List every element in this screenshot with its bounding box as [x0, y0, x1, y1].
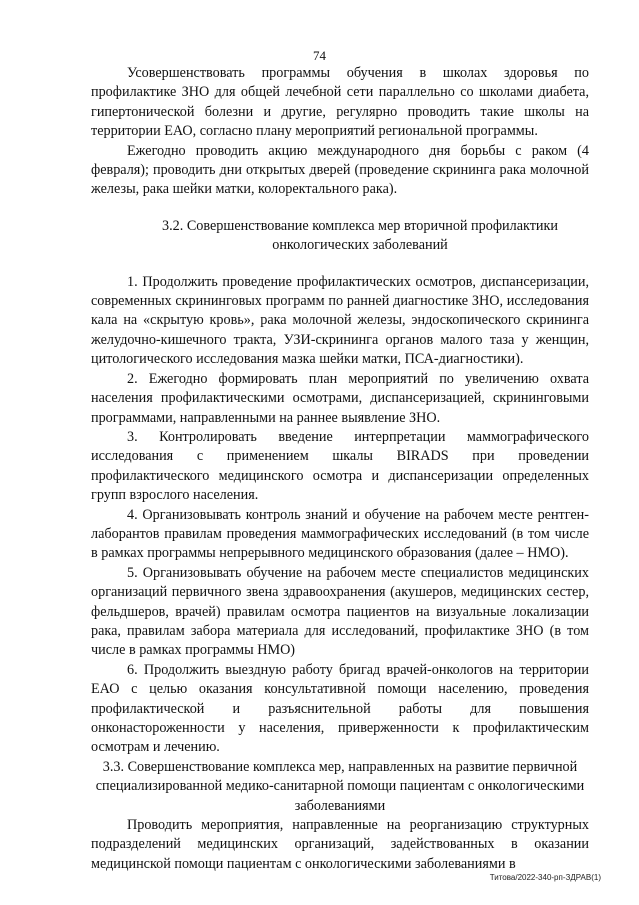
page-number: 74	[313, 48, 326, 63]
paragraph-cancer-day: Ежегодно проводить акцию международного дня борьбы с раком (4 февраля); проводить дни открытых дверей (проведение скрининга рака молочной железы, рака шейки матки, колоректального рака).	[91, 142, 589, 198]
section-3-2-item-2: 2. Ежегодно формировать план мероприятий по увеличению охвата населения профилактическими осмотрами, диспансеризацией, скрининговыми программами, направленными на раннее выявление ЗНО.	[91, 370, 589, 426]
section-3-2-item-5: 5. Организовывать обучение на рабочем месте специалистов медицинских организаций первичного звена здравоохранения (акушеров, медицинских сестер, фельдшеров, врачей) правилам осмотра пациентов на визуальные локализации рака, правилам забора материала для исследований, профилактике ЗНО (в том числе в рамках программы НМО)	[91, 564, 589, 659]
section-3-2-item-1: 1. Продолжить проведение профилактических осмотров, диспансеризации, современных скрининговых программ по ранней диагностике ЗНО, исследования кала на «скрытую кровь», рака молочной железы, эндоскопического скрининга желудочно-кишечного тракта, УЗИ-скрининга органов малого таза у женщин, цитологического исследования мазка шейки матки, ПСА-диагностики).	[91, 273, 589, 368]
document-footer-code: Титова/2022-340-рп-ЗДРАВ(1)	[489, 873, 601, 882]
section-3-2-item-4: 4. Организовывать контроль знаний и обучение на рабочем месте рентген-лаборантов правилам проведения маммографических исследований (в том числе в рамках программы непрерывного медицинского образования (далее – НМО).	[91, 506, 589, 562]
section-3-3-paragraph: Проводить мероприятия, направленные на реорганизацию структурных подразделений медицинских организаций, задействованных в оказании медицинской помощи пациентам с онкологическими заболеваниями в	[91, 817, 589, 872]
section-3-2-item-3: 3. Контролировать введение интерпретации маммографического исследования с применением шкалы BIRADS при проведении профилактического медицинского осмотра и диспансеризации определенных групп взрослого населения.	[91, 428, 589, 504]
paragraph-health-schools: Усовершенствовать программы обучения в школах здоровья по профилактике ЗНО для общей лечебной сети параллельно со школами диабета, гипертонической болезни и другие, регулярно проводить такие школы на территории ЕАО, согласно плану мероприятий региональной программы.	[91, 65, 589, 140]
page-content	[91, 64, 589, 874]
section-3-2-item-6: 6. Продолжить выездную работу бригад врачей-онкологов на территории ЕАО с целью оказания консультативной помощи населению, проведения профилактической и разъяснительной работы для повышения онконастороженности у населения, приверженности к профилактическим осмотрам и лечению.	[91, 661, 589, 756]
section-3-2-heading: 3.2. Совершенствование комплекса мер вторичной профилактики онкологических заболеваний	[162, 217, 558, 254]
section-3-3-heading: 3.3. Совершенствование комплекса мер, направленных на развитие первичной специализированной медико-санитарной помощи пациентам с онкологическими заболеваниями	[95, 758, 585, 814]
